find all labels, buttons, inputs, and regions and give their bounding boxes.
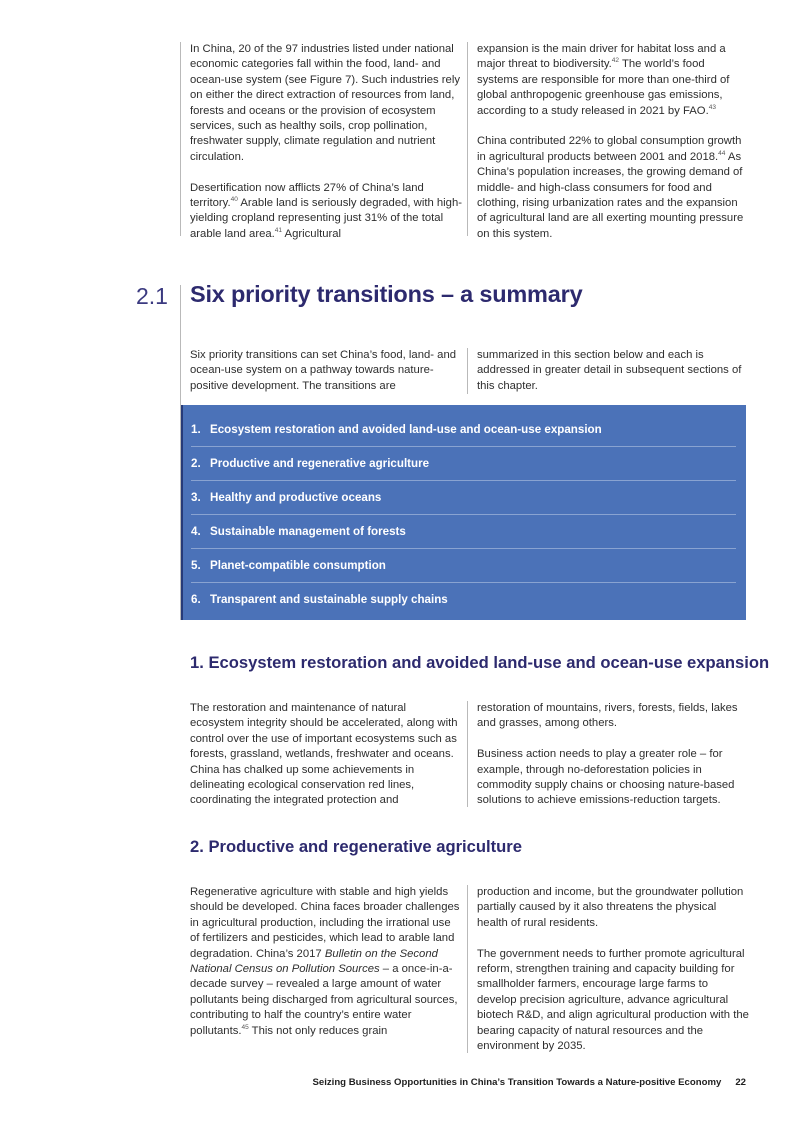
paragraph: Regenerative agriculture with stable and high yields should be developed. China faces broader challenges in agricultural production, including the irrational use of fertilizers and pesticides, which lead to arable land degradation. China’s 2017 Bulletin on the Second National Census on Pollution Sources – a once-in-a-decade survey – revealed a large amount of water pollutants being discharged from agricultural sources, contributing to half the country’s entire water pollutants.$^{45}$ This not only reduces grain bbox=[190, 886, 460, 1037]
paragraph: Desertification now afflicts 27% of China’s land territory.$^{40}$ Arable land is seriously degraded, with high-yielding cropland representing just 31% of the total arable land area.$^{41}$ Agricultural bbox=[190, 181, 463, 240]
footnote-ref: 45 bbox=[241, 1023, 249, 1031]
section-title: Six priority transitions – a summary bbox=[190, 281, 583, 307]
footnote-ref: 41 bbox=[274, 227, 283, 235]
page-number: 22 bbox=[735, 1077, 746, 1088]
paragraph: restoration of mountains, rivers, forests, fields, lakes and grasses, among others. bbox=[477, 702, 738, 730]
intro-right: summarized in this section below and each is addressed in greater detail in subsequent sections of this chapter. bbox=[477, 349, 742, 392]
paragraph: production and income, but the groundwater pollution partially caused by it also threatens the physical health of rural residents. bbox=[477, 886, 744, 929]
paragraph: The government needs to further promote agricultural reform, strengthen training and capacity building for smallholder farmers, encourage large farms to develop precision agriculture, advance agricultural biotech R&D, and align agricultural production with the bearing capacity of natural resources and the environment by 2035. bbox=[477, 947, 749, 1053]
list-item: 3. Healthy and productive oceans bbox=[191, 490, 382, 504]
list-item: 2. Productive and regenerative agriculture bbox=[191, 456, 430, 470]
paragraph: In China, 20 of the 97 industries listed under national economic categories fall within the food, land- and ocean-use system (see Figure 7). Such industries rely on either the direct extraction of resources from land, forests and oceans or the provision of ecosystem services, such as healthy soils, crop pollination, freshwater supply, climate regulation and nutrient circulation. bbox=[190, 43, 460, 163]
intro-left: Six priority transitions can set China’s food, land- and ocean-use system on a pathway towards nature-positive development. The transitions are bbox=[190, 349, 457, 392]
paragraph: China contributed 22% to global consumption growth in agricultural products between 2001 and 2018.44 As China’s population increases, the growing demand of middle- and high-class consumers for food and clothing, rising urbanization rates and the expansion of agricultural land are all exerting mounting pressure on this system. bbox=[477, 135, 744, 240]
footnote-ref: 40 bbox=[230, 196, 238, 204]
column-divider bbox=[467, 885, 468, 1053]
column-divider bbox=[467, 701, 468, 807]
column-divider bbox=[467, 348, 468, 394]
transitions-list bbox=[181, 405, 746, 620]
page-footer bbox=[312, 1077, 746, 1088]
subsection-heading: 1. Ecosystem restoration and avoided land-use and ocean-use expansion bbox=[190, 653, 770, 672]
list-item: 4. Sustainable management of forests bbox=[191, 524, 406, 538]
sub2-left bbox=[190, 885, 462, 1039]
footer-title: Seizing Business Opportunities in China’s Transition Towards a Nature-positive Economy bbox=[312, 1077, 722, 1088]
section-number: 2.1 bbox=[136, 283, 168, 309]
sub2-right bbox=[477, 885, 749, 1054]
subsection-heading: 2. Productive and regenerative agriculture bbox=[190, 837, 522, 856]
paragraph: Business action needs to play a greater role – for example, through no-deforestation policies in commodity supply chains or choosing nature-based solutions to achieve emissions-reduction targets. bbox=[477, 748, 735, 807]
list-item: 5. Planet-compatible consumption bbox=[191, 558, 386, 572]
footnote-ref: 44 bbox=[718, 150, 726, 158]
paragraph: expansion is the main driver for habitat loss and a major threat to biodiversity.$^{42}$ The world’s food systems are responsible for more than one-third of global anthropogenic greenhouse gas emissions, according to a study released in 2021 by FAO.$^{43}$ bbox=[477, 43, 730, 117]
list-item: 6. Transparent and sustainable supply chains bbox=[191, 592, 448, 606]
column-divider bbox=[180, 42, 181, 236]
list-item: 1. Ecosystem restoration and avoided land-use and ocean-use expansion bbox=[191, 422, 602, 436]
sub1-left: The restoration and maintenance of natural ecosystem integrity should be accelerated, along with control over the use of important ecosystems such as forests, grassland, wetlands, freshwater and oceans. China has chalked up some achievements in delineating ecological conservation red lines, coordinating the integrated protection and bbox=[190, 702, 458, 807]
column-divider bbox=[467, 42, 468, 236]
top-right-column bbox=[477, 42, 749, 242]
footnote-ref: 43 bbox=[708, 103, 716, 111]
box-edge bbox=[181, 405, 183, 620]
footnote-ref: 42 bbox=[611, 57, 620, 65]
top-left-column bbox=[190, 42, 462, 242]
sub1-right bbox=[477, 701, 749, 809]
